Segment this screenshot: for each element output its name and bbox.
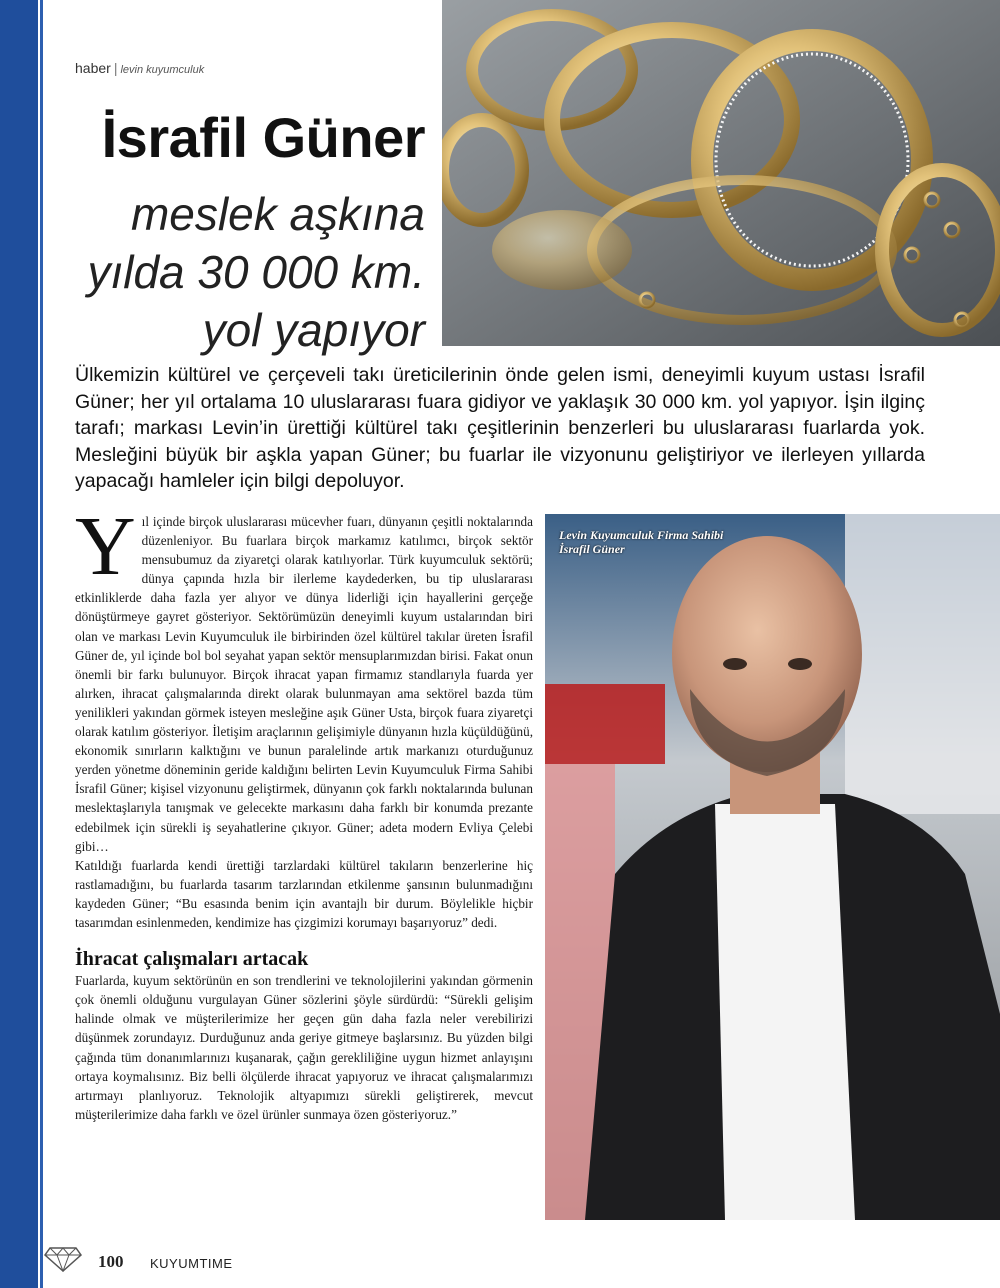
lead-paragraph: Ülkemizin kültürel ve çerçeveli takı üreticilerinin önde gelen ismi, deneyimli kuyum ustası İsrafil Güner; her yıl ortalama 10 uluslararası fuara gidiyor ve yaklaşık 30 000 km. yol yapıyor. İşin ilginç tarafı; markası Levin’in ürettiği kültürel takı çeşitlerinin benzerleri bu uluslararası fuarlarda yok. Mesleğini büyük bir aşkla yapan Güner; bu fuarlar ile vizyonunu geliştiriyor ve ilerleyen yıllarda yapacağı hamleler için bilgi depoluyor.: [75, 364, 925, 492]
caption-line-2: İsrafil Güner: [559, 542, 625, 556]
diamond-icon: [44, 1246, 82, 1277]
article-title: İsrafil Güner: [101, 106, 425, 169]
caption-line-1: Levin Kuyumculuk Firma Sahibi: [559, 528, 724, 542]
portrait-photo: [545, 514, 1000, 1220]
magazine-name: KUYUMTIME: [150, 1256, 233, 1271]
portrait-illustration: [545, 514, 1000, 1220]
body-paragraph-1: [75, 500, 533, 856]
subtitle-line-1: meslek aşkına: [130, 188, 425, 240]
jewelry-illustration: [442, 0, 1000, 346]
side-thin-stripe: [40, 0, 43, 1288]
subtitle-line-2: yılda 30 000 km.: [87, 246, 425, 298]
article-body: [75, 500, 533, 1124]
paragraph-1-text: ıl içinde birçok uluslararası mücevher fuarı, dünyanın çeşitli noktalarında düzenleniyor. Bu fuarlara birçok markamız katılımcı, birçok sektör mensubumuz da ziyaretçi olarak katılıyorlar. Türk kuyumculuk sektörü; dünya çapında hızla bir ilerleme kaydederken, bu tip uluslararası etkinliklerde daha fazla yer alıyor ve dünya liderliği için hayallerini gerçeğe dönüştürmeye gayret gösteriyor. Sektörümüzün deneyimli kuyum ustalarından biri olan ve markası Levin Kuyumculuk ile birbirinden özel kültürel takılar üreten İsrafil Güner de, yıl içinde bol bol seyahat yapan sektör mensuplarımızdan birisi. Fakat onun önemli bir farkı bulunuyor. Birçok ihracat yapan firmamız standlarıyla fuarda yer alırken, ihracat çalışmalarında direkt olarak bulunmayan ama sektörel bazda tüm yenilikleri yakından görmek isteyen mesleğine aşık Güner Usta, birçok fuara ziyaretçi olarak katılım gösteriyor. İletişim araçlarının gelişimiyle dünyanın hızla küçüldüğünü, ekonomik sınırların kalktığını ve bunun paralelinde artık markanızı oturduğunuz yerden yönetme döneminin geride kaldığını belirten Levin Kuyumculuk Firma Sahibi İsrafil Güner; kişisel vizyonunu geliştirmek, dünyanın çok farklı noktalarında bulunan meslektaşlarıyla tanışmak ve gelecekte markasını daha farklı bir konumda prezante edebilmek için sürekli iş seyahatlerine çıkıyor. Güner; adeta modern Evliya Çelebi gibi…: [75, 514, 533, 854]
side-color-bar: [0, 0, 38, 1288]
section-label: haber: [75, 60, 111, 76]
subtitle-line-3: yol yapıyor: [202, 304, 425, 356]
photo-caption: [559, 528, 723, 556]
section-subheading: İhracat çalışmaları artacak: [75, 948, 309, 971]
body-paragraph-2: Katıldığı fuarlarda kendi ürettiği tarzlardaki kültürel takıların benzerlerine hiç rastlamadığını, bu fuarlarda tasarım tarzlarından etkilenme şansının bulunmadığını kaydeden Güner; “Bu esasında benim için avantajlı bir durum. Böylelikle hiçbir tasarımdan esinlenmeden, kendimize has çizgimizi korumayı başarıyoruz” dedi.: [75, 857, 533, 930]
article-subtitle: [60, 185, 425, 359]
hero-jewelry-photo: [442, 0, 1000, 346]
section-tag: [75, 60, 204, 76]
page-number: 100: [98, 1252, 124, 1271]
drop-cap: Y: [75, 500, 136, 593]
section-separator: |: [113, 60, 118, 76]
subsection-label: levin kuyumculuk: [120, 64, 205, 76]
body-paragraph-3: Fuarlarda, kuyum sektörünün en son trendlerini ve teknolojilerini yakından görmenin çok önemli olduğunu vurgulayan Güner sözlerini şöyle sürdürdü: “Sürekli gelişim halinde olmak ve müşterilerimize her geçen gün daha fazla neler verebilirizi düşünmek zorundayız. Durduğunuz anda geriye gitmeye başlarsınız. Bu yüzden bilgi çağında tüm donanımlarınızı kuşanarak, çağın gerekliliğine uygun hizmet anlayışını ortaya koymalısınız. Biz belli ölçülerde ihracat yapıyoruz ve ihracat çalışmalarımızı artırmayı planlıyoruz. Teknolojik altyapımızı sürekli geliştirerek, mevcut müşterilerimize daha farklı ve özel ürünler sunmaya özen gösteriyoruz.”: [75, 973, 533, 1122]
